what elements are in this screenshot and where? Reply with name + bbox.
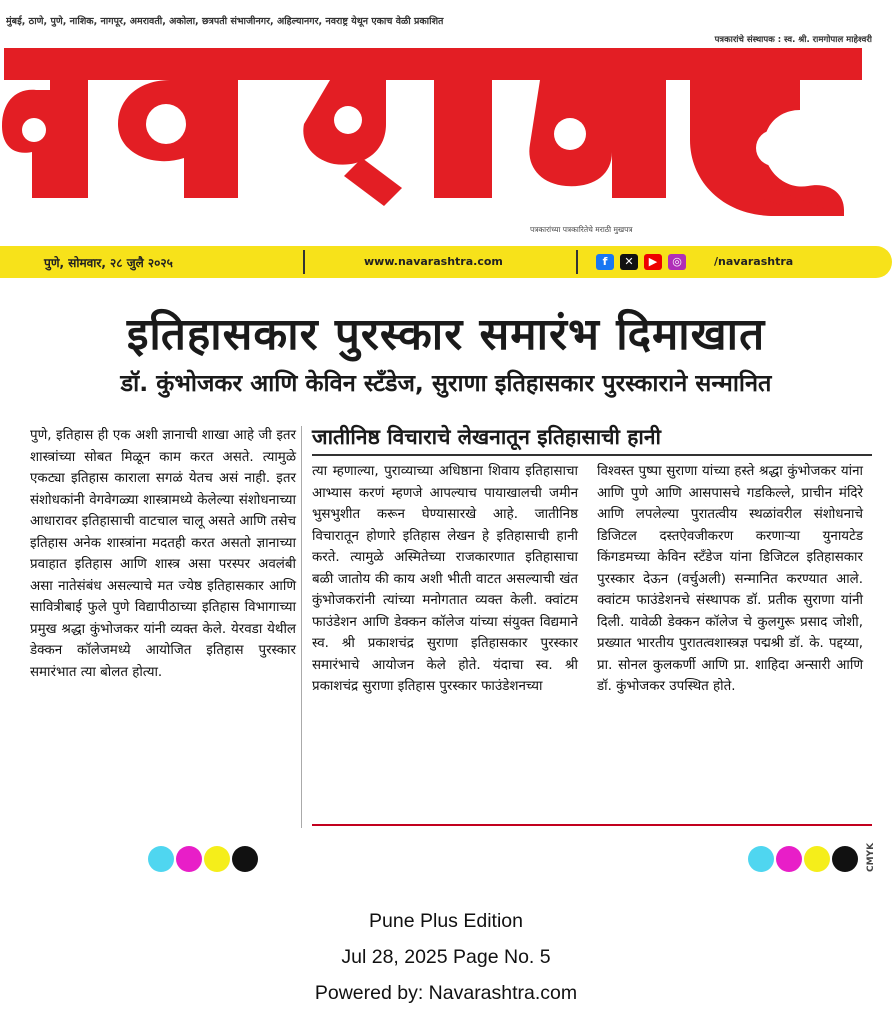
footer-edition: Pune Plus Edition xyxy=(369,910,523,932)
article-subheadline: डॉ. कुंभोजकर आणि केविन स्टँडेज, सुराणा इतिहासकार पुरस्काराने सन्मानित xyxy=(120,369,772,397)
article-column-1: पुणे, इतिहास ही एक अशी ज्ञानाची शाखा आहे जी इतर शास्त्रांच्या सोबत मिळून काम करत असते. त्यामुळे एकट्या इतिहास काराला सगळं येतच असं नाही. इतर संशोधकांनी वेगवेगळ्या शास्त्रामध्ये केलेल्या संशोधनाच्या आधारावर इतिहासाची वाटचाल चालू असते आणि तसेच इतिहास अनेक शास्त्रांना मदतही करत असतो ज्ञानाच्या प्रवाहात इतिहास आणि शास्त्र असा परस्पर अवलंबी असा नातेसंबंध असल्याचे मत ज्येष्ठ इतिहासकार आणि सावित्रीबाई फुले पुणे विद्यापीठाच्या इतिहास विभागाच्या प्रमुख श्रद्धा कुंभोजकर यांनी व्यक्त केले. येरवडा येथील डेक्कन कॉलेजमध्ये आयोजित इतिहास पुरस्कार समारंभात त्या बोलत होत्या. xyxy=(30,428,296,680)
masthead-tagline: पत्रकारांच्या पत्रकारितेचे मराठी मुखपत्र xyxy=(530,225,633,234)
registration-dot-yellow xyxy=(804,846,830,872)
column-divider xyxy=(301,426,302,828)
registration-dot-black xyxy=(232,846,258,872)
article-column-2: त्या म्हणाल्या, पुराव्याच्या अधिष्ठाना शिवाय इतिहासाचा आभ्यास करणं म्हणजे आपल्याच पायाखालची जमीन भुसभुशीत करून घेण्यासारखे आहे. जातीनिष्ठ विचारातून होणारे इतिहास लेखन हे इतिहासाची हानी करते. त्यामुळे अस्मितेच्या राजकारणात इतिहासाचा बळी जातोय की काय अशी भीती वाटत असल्याची खंत कुंभोजकरांनी त्यांच्या मनोगतात व्यक्त केली. क्वांटम फाउंडेशन आणि डेक्कन कॉलेज यांच्या संयुक्त विद्यमाने स्व. श्री प्रकाशचंद्र सुराणा इतिहासकार पुरस्कार समारंभाचे आयोजन केले होते. यंदाचा स्व. श्री प्रकाशचंद्र सुराणा इतिहास पुरस्कार फाउंडेशनच्या xyxy=(312,464,578,694)
registration-dot-cyan xyxy=(748,846,774,872)
header-cities-line: मुंबई, ठाणे, पुणे, नाशिक, नागपूर, अमरावती, अकोला, छत्रपती संभाजीनगर, अहिल्यानगर, नवराष्ट्र येथून एकाच वेळी प्रकाशित xyxy=(6,16,444,27)
subhead-rule xyxy=(312,454,872,456)
registration-dot-magenta xyxy=(176,846,202,872)
masthead-logo xyxy=(0,48,892,216)
registration-dot-cyan xyxy=(148,846,174,872)
dateline-bar xyxy=(0,246,892,278)
article-headline: इतिहासकार पुरस्कार समारंभ दिमाखात xyxy=(126,309,766,360)
bottom-rule xyxy=(312,824,872,826)
article-subhead: जातीनिष्ठ विचाराचे लेखनातून इतिहासाची हानी xyxy=(312,425,661,449)
divider xyxy=(303,250,305,274)
issue-date: पुणे, सोमवार, २८ जुलै २०२५ xyxy=(44,256,173,270)
registration-dot-yellow xyxy=(204,846,230,872)
registration-dot-magenta xyxy=(776,846,802,872)
founder-credit: पत्रकारांचे संस्थापक : स्व. श्री. रामगोपाल माहेश्वरी xyxy=(714,35,872,45)
divider xyxy=(576,250,578,274)
registration-dot-black xyxy=(832,846,858,872)
article-column-3: विश्वस्त पुष्पा सुराणा यांच्या हस्ते श्रद्धा कुंभोजकर यांना आणि पुणे आणि आसपासचे गडकिल्ले, प्राचीन मंदिरे आणि लपलेल्या पुरातत्वीय स्थळांवरील संशोधनाचे डिजिटल दस्तऐवजीकरण करणाऱ्या युनायटेड किंगडमच्या केविन स्टँडेज यांना डिजिटल इतिहासकार पुरस्कार देऊन (वर्चुअली) सन्मानित करण्यात आले. क्वांटम फाउंडेशनचे संस्थापक डॉ. प्रतीक सुराणा यांनी दिली. यावेळी डेक्कन कॉलेज चे कुलगुरू प्रसाद जोशी, प्रख्यात भारतीय पुरातत्वशास्त्रज्ञ पद्मश्री डॉ. के. पद्दय्या, प्रा. सोनल कुलकर्णी आणि प्रा. शाहिदा अन्सारी आणि डॉ. कुंभोजकर उपस्थित होते. xyxy=(597,464,863,694)
cmyk-label: CMYK xyxy=(866,842,876,872)
instagram-icon[interactable]: ◎ xyxy=(668,254,686,270)
website-link[interactable]: www.navarashtra.com xyxy=(364,255,503,268)
footer-page: Jul 28, 2025 Page No. 5 xyxy=(341,946,551,968)
x-icon[interactable]: ✕ xyxy=(620,254,638,270)
facebook-icon[interactable]: f xyxy=(596,254,614,270)
youtube-icon[interactable]: ▶ xyxy=(644,254,662,270)
footer-powered-by[interactable]: Powered by: Navarashtra.com xyxy=(314,982,578,1004)
social-handle[interactable]: /navarashtra xyxy=(714,255,794,268)
